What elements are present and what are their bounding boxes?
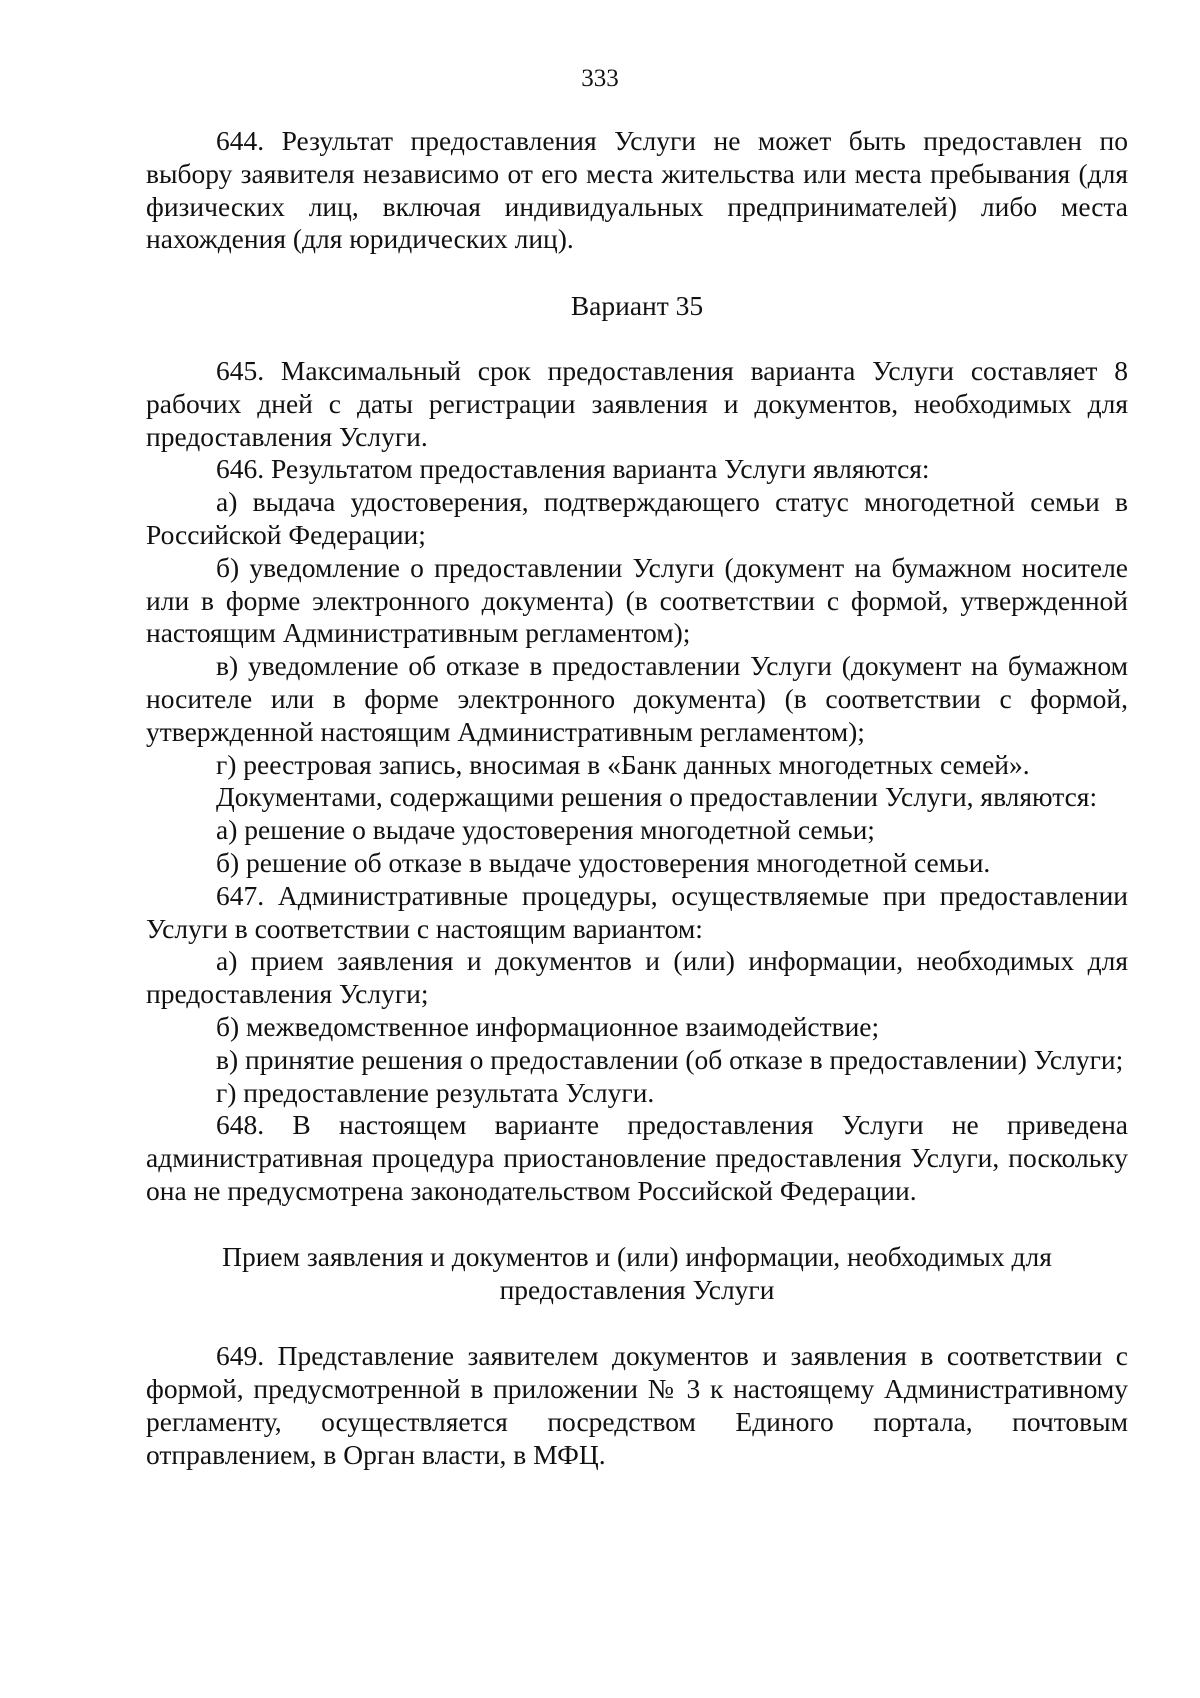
documents-item-b: б) решение об отказе в выдаче удостоверения многодетной семьи. <box>216 846 991 878</box>
paragraph-644: 644. Результат предоставления Услуги не может быть предоставлен по выбору заявителя независимо от его места жительства или места пребывания (для физических лиц, включая индивидуальных предпринимателей) либо места нахождения (для юридических лиц). <box>146 125 1128 255</box>
documents-intro: Документами, содержащими решения о предоставлении Услуги, являются: <box>216 781 1098 813</box>
paragraph-647-b: б) межведомственное информационное взаимодействие; <box>216 1010 880 1042</box>
subsection-heading-line-1: Прием заявления и документов и (или) информации, необходимых для <box>222 1240 1052 1272</box>
paragraph-647-g: г) предоставление результата Услуги. <box>216 1076 655 1108</box>
paragraph-647: 647. Административные процедуры, осуществляемые при предоставлении Услуги в соответствии с настоящим вариантом: <box>146 879 1128 944</box>
paragraph-646-b: б) уведомление о предоставлении Услуги (документ на бумажном носителе или в форме электронного документа) (в соответствии с формой, утвержденной настоящим Административным регламентом); <box>146 551 1128 649</box>
paragraph-646-a: а) выдача удостоверения, подтверждающего статус многодетной семьи в Российской Федерации; <box>146 486 1128 550</box>
paragraph-646-v: в) уведомление об отказе в предоставлении Услуги (документ на бумажном носителе или в форме электронного документа) (в соответствии с формой, утвержденной настоящим Административным регламентом); <box>146 650 1128 747</box>
variant-heading: Вариант 35 <box>570 290 704 322</box>
paragraph-648: 648. В настоящем варианте предоставления Услуги не приведена административная процедура приостановление предоставления Услуги, поскольку она не предусмотрена законодательством Российской Федерации. <box>146 1109 1128 1206</box>
documents-item-a: а) решение о выдаче удостоверения многодетной семьи; <box>216 814 875 846</box>
document-body <box>146 125 1128 1471</box>
paragraph-646-g: г) реестровая запись, вносимая в «Банк данных многодетных семей». <box>216 748 1030 780</box>
paragraph-646: 646. Результатом предоставления варианта Услуги являются: <box>216 453 930 485</box>
paragraph-647-v: в) принятие решения о предоставлении (об отказе в предоставлении) Услуги; <box>216 1043 1124 1075</box>
paragraph-645: 645. Максимальный срок предоставления варианта Услуги составляет 8 рабочих дней с даты регистрации заявления и документов, необходимых для предоставления Услуги. <box>146 354 1128 452</box>
paragraph-647-a: а) прием заявления и документов и (или) информации, необходимых для предоставления Услуги; <box>146 945 1128 1010</box>
page-number: 333 <box>581 65 619 92</box>
paragraph-649: 649. Представление заявителем документов и заявления в соответствии с формой, предусмотренной в приложении № 3 к настоящему Административному регламенту, осуществляется посредством Единого портала, почтовым отправлением, в Орган власти, в МФЦ. <box>146 1340 1128 1470</box>
subsection-heading-line-2: предоставления Услуги <box>499 1273 775 1305</box>
